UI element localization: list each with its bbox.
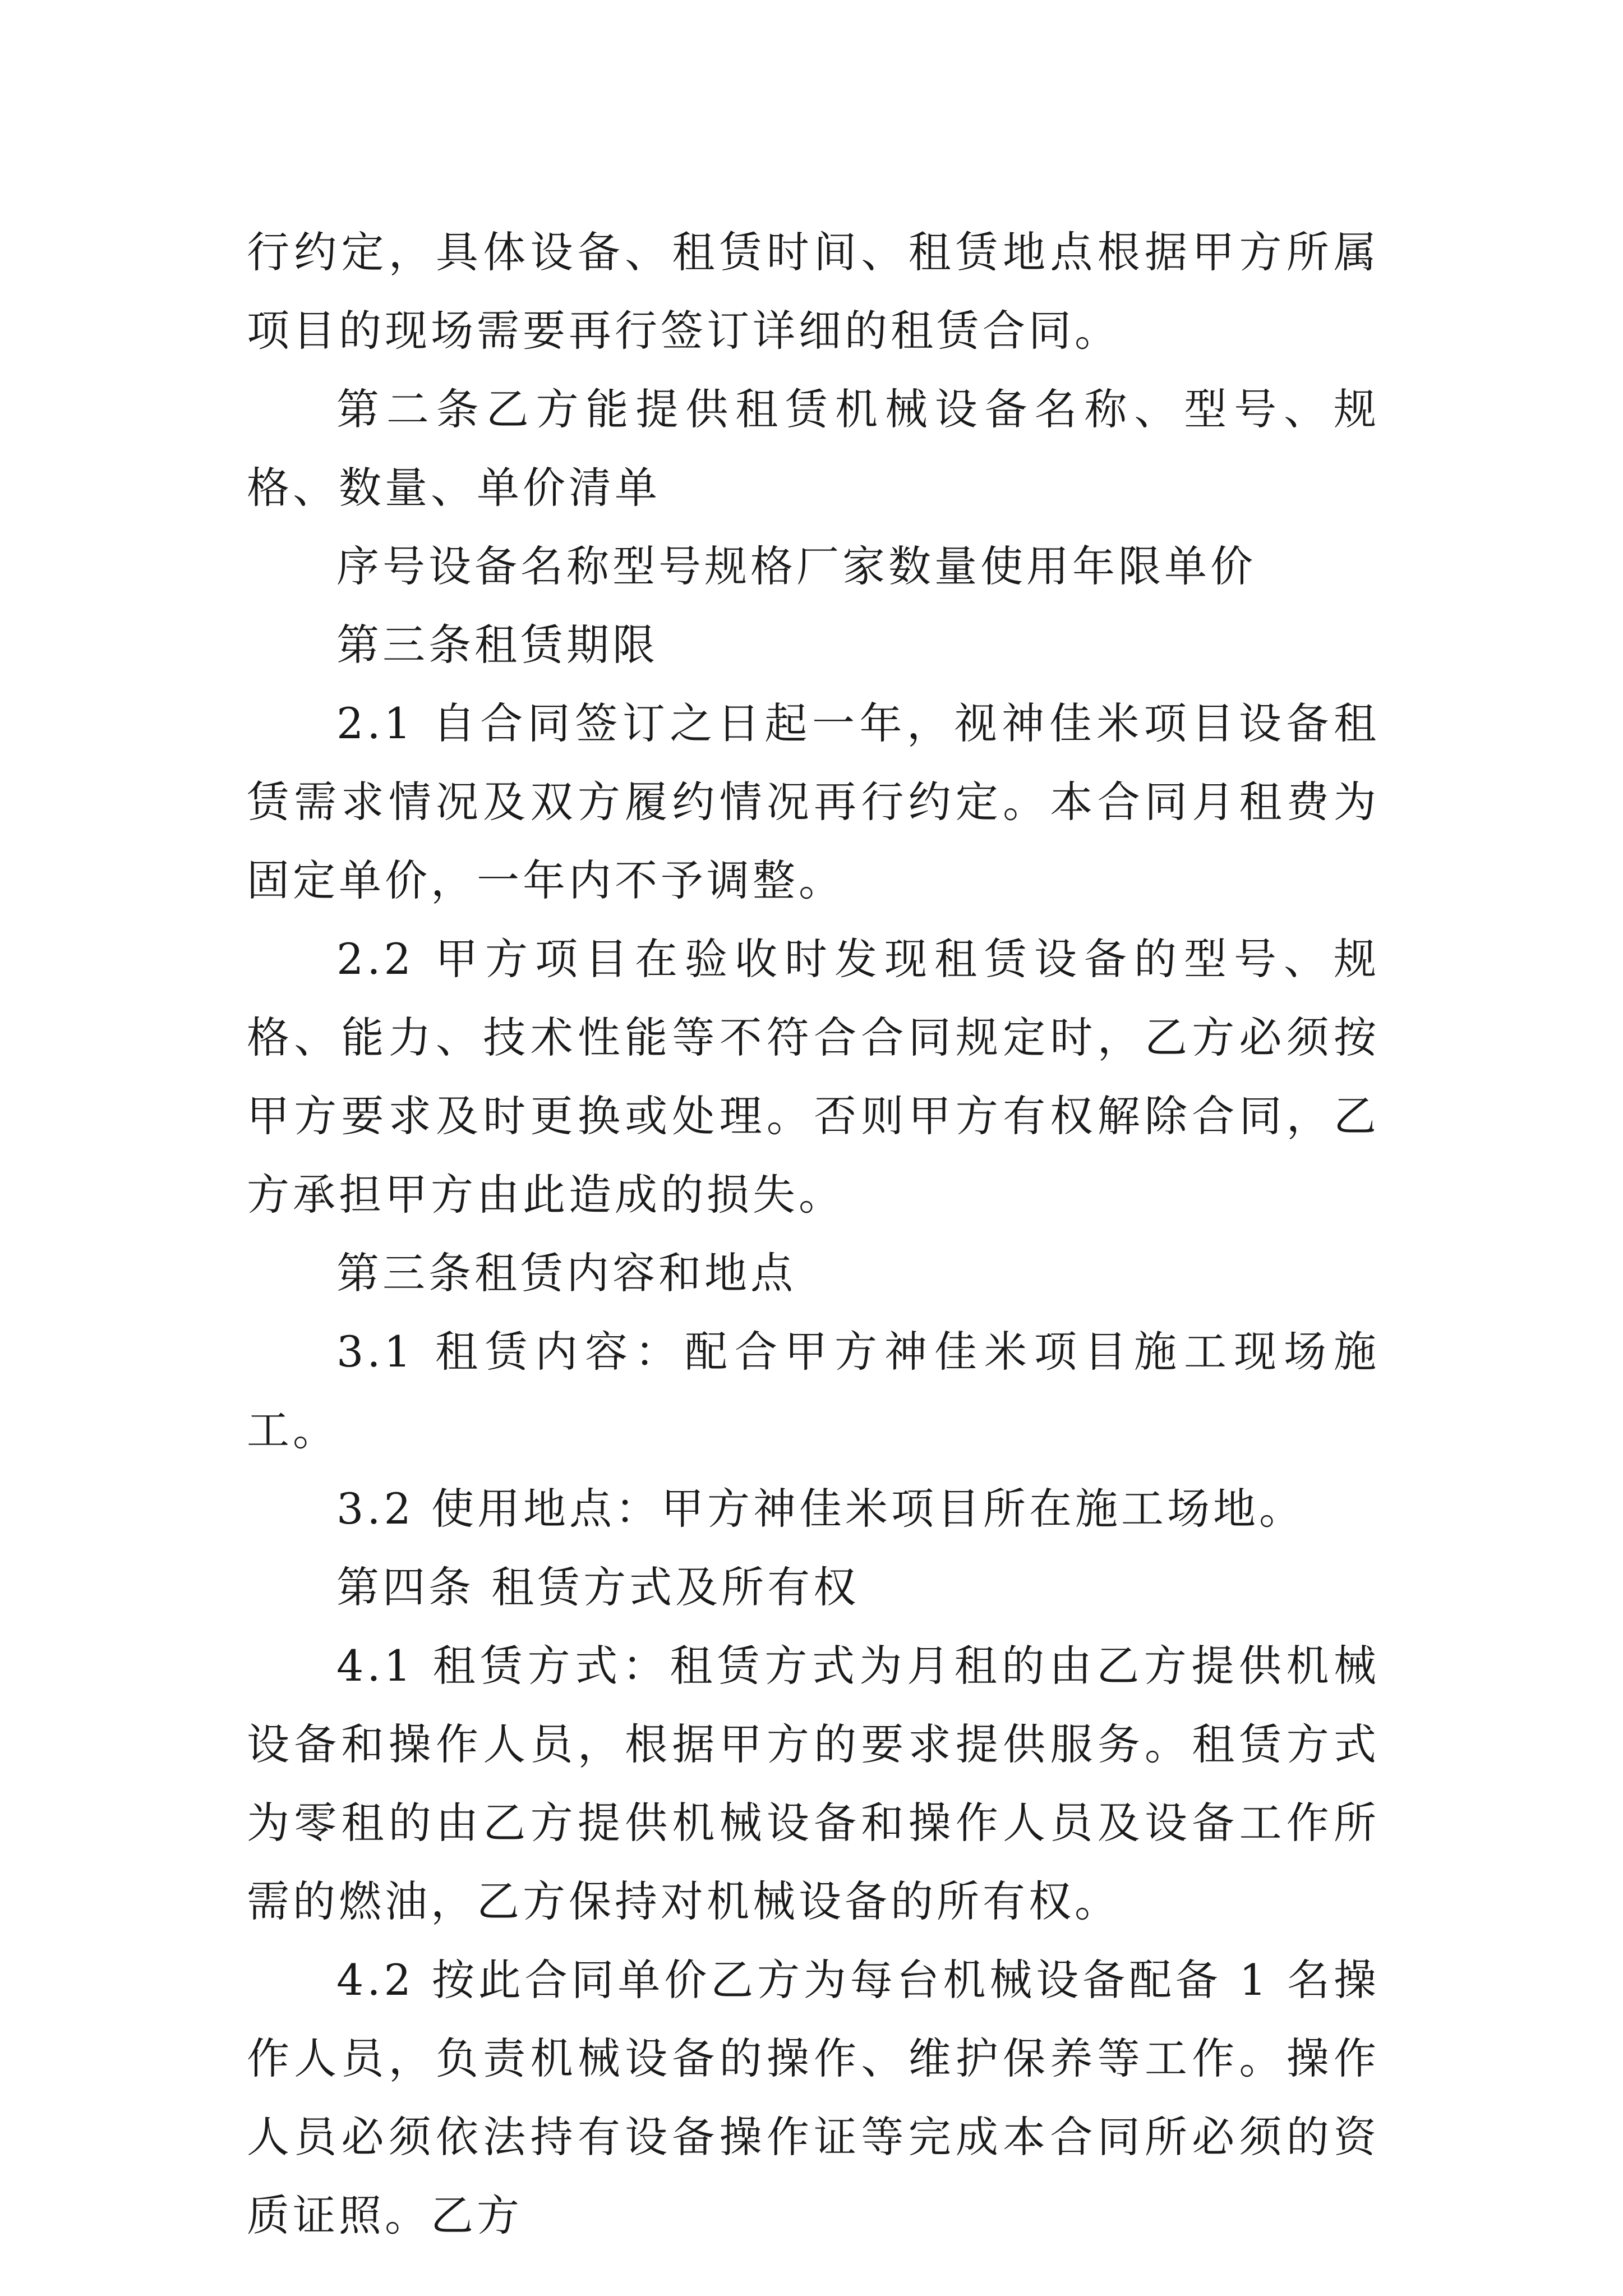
- clause-3-1: 3.1 租赁内容：配合甲方神佳米项目施工现场施工。: [247, 1327, 1380, 1455]
- clause-4-1: 4.1 租赁方式：租赁方式为月租的由乙方提供机械设备和操作人员，根据甲方的要求提供服务。租赁方式为零租的由乙方提供机械设备和操作人员及设备工作所需的燃油，乙方保持对机械设备的所有权。: [247, 1641, 1380, 1926]
- paragraph-continuation: 行约定，具体设备、租赁时间、租赁地点根据甲方所属项目的现场需要再行签订详细的租赁合同。: [247, 227, 1380, 356]
- article-3-heading-content: 第三条租赁内容和地点: [336, 1248, 796, 1298]
- clause-4-2: 4.2 按此合同单价乙方为每台机械设备配备 1 名操作人员，负责机械设备的操作、维护保养等工作。操作人员必须依法持有设备操作证等完成本合同所必须的资质证照。乙方: [247, 1955, 1380, 2240]
- clause-2-2: 2.2 甲方项目在验收时发现租赁设备的型号、规格、能力、技术性能等不符合合同规定时，乙方必须按甲方要求及时更换或处理。否则甲方有权解除合同，乙方承担甲方由此造成的损失。: [247, 934, 1380, 1220]
- article-3-heading-term: 第三条租赁期限: [336, 620, 658, 670]
- document-body: [247, 213, 1380, 2255]
- article-4-heading: 第四条 租赁方式及所有权: [336, 1562, 860, 1612]
- article-2-heading: 第二条乙方能提供租赁机械设备名称、型号、规格、数量、单价清单: [247, 384, 1380, 513]
- clause-3-2: 3.2 使用地点：甲方神佳米项目所在施工场地。: [336, 1484, 1306, 1534]
- equipment-list-header: 序号设备名称型号规格厂家数量使用年限单价: [336, 541, 1256, 591]
- clause-2-1: 2.1 自合同签订之日起一年，视神佳米项目设备租赁需求情况及双方履约情况再行约定。本合同月租费为固定单价，一年内不予调整。: [247, 698, 1380, 905]
